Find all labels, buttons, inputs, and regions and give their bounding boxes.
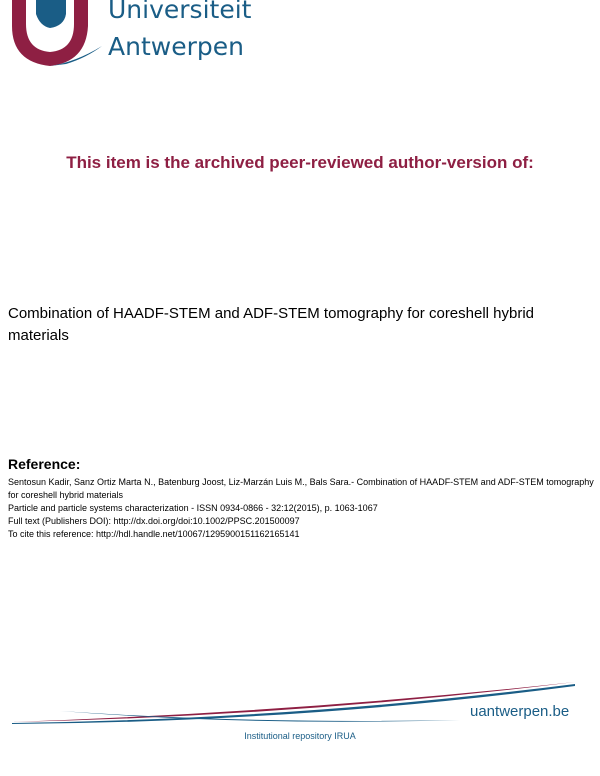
university-logo (6, 0, 600, 70)
reference-citation: Sentosun Kadir, Sanz Ortiz Marta N., Batenburg Joost, Liz-Marzán Luis M., Bals Sara.- Combination of HAADF-STEM and ADF-STEM tomography for coreshell hybrid materials (8, 477, 594, 500)
logo-text-line1: Universiteit (108, 0, 252, 24)
footer-repository-label: Institutional repository IRUA (244, 731, 356, 741)
footer-brand-link[interactable]: uantwerpen.be (470, 703, 570, 720)
archived-notice: This item is the archived peer-reviewed author-version of: (66, 153, 534, 172)
article-title: Combination of HAADF-STEM and ADF-STEM tomography for coreshell hybrid materials (8, 305, 535, 344)
university-shield-icon (6, 0, 106, 70)
reference-journal: Particle and particle systems characterization - ISSN 0934-0866 - 32:12(2015), p. 1063-1067 (8, 503, 378, 513)
logo-text-line2: Antwerpen (108, 32, 244, 61)
reference-fulltext-link[interactable]: Full text (Publishers DOI): http://dx.doi.org/doi:10.1002/PPSC.201500097 (8, 516, 300, 526)
reference-cite-link[interactable]: To cite this reference: http://hdl.handle.net/10067/1295900151162165141 (8, 529, 300, 539)
reference-block (8, 476, 596, 541)
reference-heading: Reference: (8, 456, 81, 472)
